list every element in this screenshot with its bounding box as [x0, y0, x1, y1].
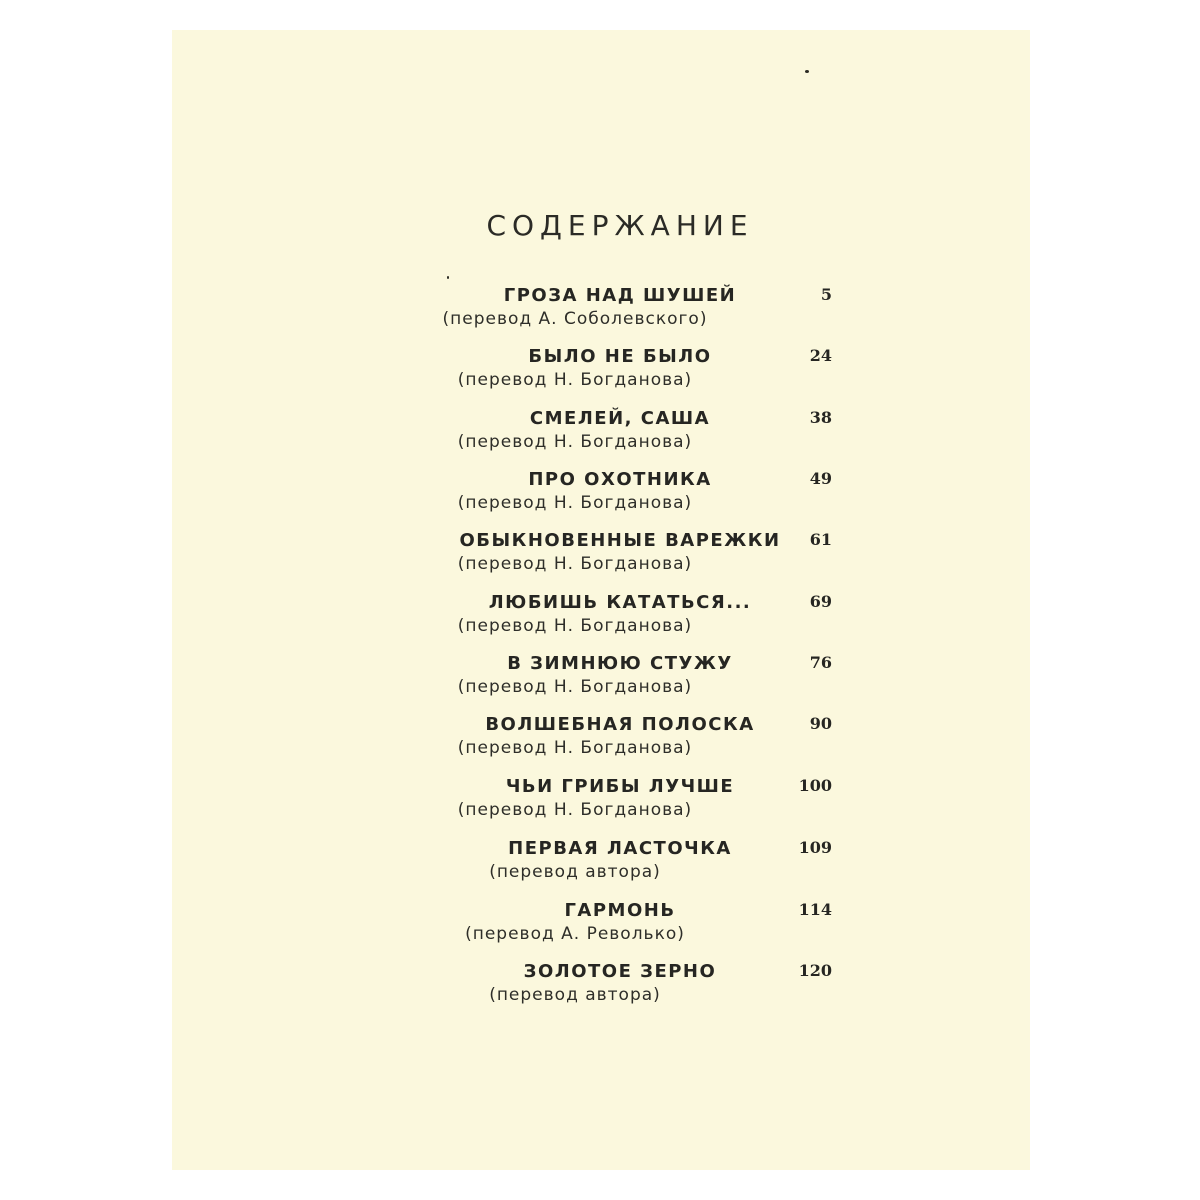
entry-page-number: 100 [798, 776, 832, 795]
toc-entry [0, 408, 1200, 468]
toc-entry [0, 592, 1200, 652]
entry-translator: (перевод Н. Богданова) [457, 738, 693, 758]
entry-title: ЧЬИ ГРИБЫ ЛУЧШЕ [505, 776, 735, 797]
entry-title: ОБЫКНОВЕННЫЕ ВАРЕЖКИ [459, 530, 781, 551]
page-title: СОДЕРЖАНИЕ [486, 208, 754, 242]
entry-title: ПЕРВАЯ ЛАСТОЧКА [508, 838, 732, 859]
toc-entry [0, 346, 1200, 406]
entry-page-number: 5 [820, 285, 832, 304]
entry-title: СМЕЛЕЙ, САША [529, 408, 711, 429]
toc-entry [0, 776, 1200, 836]
entry-title: ЛЮБИШЬ КАТАТЬСЯ... [488, 592, 752, 613]
toc-entry [0, 961, 1200, 1021]
entry-translator: (перевод Н. Богданова) [457, 432, 693, 452]
entry-translator: (перевод Н. Богданова) [457, 493, 693, 513]
entry-translator: (перевод А. Револько) [465, 924, 685, 944]
entry-page-number: 120 [798, 961, 832, 980]
entry-translator: (перевод А. Соболевского) [442, 309, 708, 329]
entry-translator: (перевод автора) [489, 862, 661, 882]
entry-page-number: 24 [809, 346, 832, 365]
entry-translator: (перевод Н. Богданова) [457, 554, 693, 574]
toc-entry [0, 838, 1200, 898]
toc-entry [0, 469, 1200, 529]
entry-page-number: 76 [809, 653, 832, 672]
toc-entry [0, 653, 1200, 713]
entry-page-number: 109 [798, 838, 832, 857]
entry-translator: (перевод Н. Богданова) [457, 370, 693, 390]
entry-page-number: 114 [798, 900, 832, 919]
entry-page-number: 90 [809, 714, 832, 733]
entry-title: ГАРМОНЬ [564, 900, 676, 921]
entry-title: ЗОЛОТОЕ ЗЕРНО [523, 961, 717, 982]
entry-translator: (перевод Н. Богданова) [457, 616, 693, 636]
entry-translator: (перевод Н. Богданова) [457, 800, 693, 820]
toc-entry [0, 900, 1200, 960]
entry-page-number: 49 [809, 469, 832, 488]
entry-title: ГРОЗА НАД ШУШЕЙ [503, 285, 737, 306]
entry-page-number: 38 [809, 408, 832, 427]
entry-title: ПРО ОХОТНИКА [528, 469, 712, 490]
entry-translator: (перевод Н. Богданова) [457, 677, 693, 697]
entry-title: В ЗИМНЮЮ СТУЖУ [507, 653, 733, 674]
entry-title: БЫЛО НЕ БЫЛО [528, 346, 712, 367]
toc-entry [0, 285, 1200, 345]
entry-page-number: 61 [809, 530, 832, 549]
entry-title: ВОЛШЕБНАЯ ПОЛОСКА [485, 714, 755, 735]
entry-translator: (перевод автора) [489, 985, 661, 1005]
toc-entry [0, 530, 1200, 590]
entry-page-number: 69 [809, 592, 832, 611]
toc-entry [0, 714, 1200, 774]
